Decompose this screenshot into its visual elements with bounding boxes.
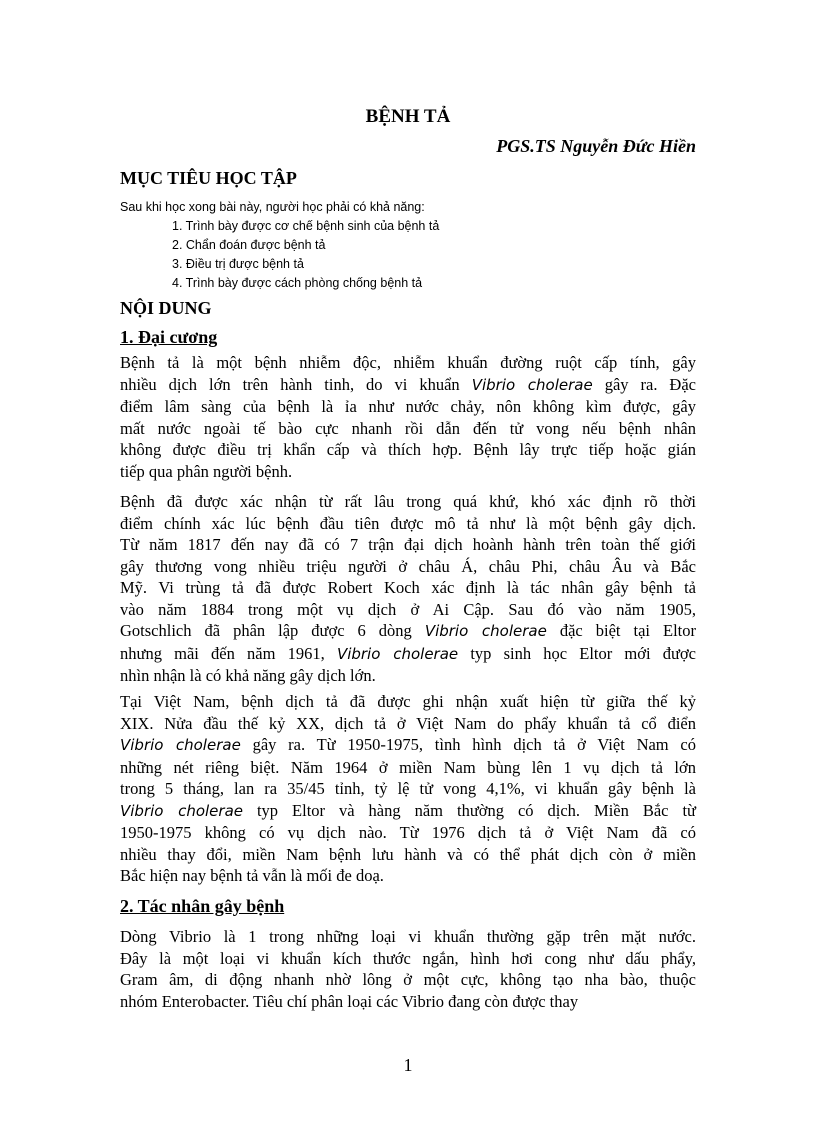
paragraph-line: Bệnh tả là một bệnh nhiễm độc, nhiễm khuẩn đường ruột cấp tính, gây — [120, 353, 696, 372]
objective-item: 4. Trình bày được cách phòng chống bệnh tả — [172, 276, 423, 290]
objective-item: 1. Trình bày được cơ chế bệnh sinh của bệnh tả — [172, 219, 440, 233]
paragraph-line: Gram âm, di động nhanh nhờ lông ở một cực, không tạo nha bào, thuộc — [120, 970, 696, 989]
paragraph-line: 1950-1975 không có vụ dịch nào. Từ 1976 dịch tả ở Việt Nam đã có — [120, 823, 696, 842]
paragraph-line: Tại Việt Nam, bệnh dịch tả đã được ghi nhận xuất hiện từ giữa thế kỷ — [120, 692, 696, 711]
paragraph-line: Từ năm 1817 đến nay đã có 7 trận đại dịch hoành hành trên toàn thế giới — [120, 535, 696, 554]
document-title: BỆNH TẢ — [365, 106, 451, 127]
objectives-intro: Sau khi học xong bài này, người học phải có khả năng: — [120, 200, 425, 214]
paragraph-line: nhóm Enterobacter. Tiêu chí phân loại các Vibrio đang còn được thay — [120, 991, 579, 1011]
objective-item: 2. Chẩn đoán được bệnh tả — [172, 238, 326, 252]
paragraph-line: Đây là một loại vi khuẩn kích thước ngắn, hình hơi cong như dấu phẩy, — [120, 948, 696, 968]
paragraph-line: Bệnh đã được xác nhận từ rất lâu trong quá khứ, khó xác định rõ thời — [120, 492, 696, 511]
paragraph-line: nhưng mãi đến năm 1961, Vibrio cholerae typ sinh học Eltor mới được — [120, 643, 696, 663]
paragraph-line: trong 5 tháng, lan ra 35/45 tỉnh, tỷ lệ tử vong 4,1%, vi khuẩn gây bệnh là — [120, 779, 696, 798]
section-1-paragraph-2 — [120, 491, 696, 687]
paragraph-line: nhiều thay đổi, miền Nam bệnh lưu hành và có thể phát dịch còn ở miền — [120, 844, 696, 864]
paragraph-line: XIX. Nửa đầu thế kỷ XX, dịch tả ở Việt Nam do phẩy khuẩn tả cổ điển — [120, 713, 696, 733]
section-1-heading: 1. Đại cương — [120, 327, 218, 347]
paragraph-line: Gotschlich đã phân lập được 6 dòng Vibrio cholerae đặc biệt tại Eltor — [120, 621, 696, 640]
species-name: Vibrio cholerae — [424, 622, 547, 640]
paragraph-line: điểm chính xác lúc bệnh đầu tiên được mô tả như là một bệnh gây dịch. — [120, 513, 696, 533]
objective-item: 3. Điều trị được bệnh tả — [172, 257, 304, 271]
author-name: PGS.TS Nguyễn Đức Hiền — [496, 136, 696, 156]
paragraph-line: những nét riêng biệt. Năm 1964 ở miền Nam bùng lên 1 vụ dịch tả lớn — [120, 757, 696, 777]
section-2-heading: 2. Tác nhân gây bệnh — [120, 896, 285, 916]
paragraph-line: nhiều dịch lớn trên hành tinh, do vi khuẩn Vibrio cholerae gây ra. Đặc — [120, 374, 696, 394]
objectives-heading: MỤC TIÊU HỌC TẬP — [120, 168, 297, 188]
section-2-paragraph-1 — [120, 926, 696, 1012]
page-number: 1 — [403, 1055, 413, 1075]
section-1-paragraph-3 — [120, 691, 696, 887]
paragraph-line: Bắc hiện nay bệnh tả vẫn là mối đe doạ. — [120, 866, 384, 885]
paragraph-line: mất nước ngoài tế bào cực nhanh rồi dẫn đến tử vong nếu bệnh nhân — [120, 418, 696, 438]
paragraph-line: không được điều trị khẩn cấp và thích hợp. Bệnh lây trực tiếp hoặc gián — [120, 440, 696, 459]
species-name: Vibrio cholerae — [120, 736, 241, 754]
species-name: Vibrio cholerae — [336, 644, 459, 663]
section-1-paragraph-1 — [120, 352, 696, 482]
paragraph-line: Dòng Vibrio là 1 trong những loại vi khuẩn thường gặp trên mặt nước. — [120, 927, 696, 946]
paragraph-line: điểm lâm sàng của bệnh là ỉa như nước chảy, nôn không kìm được, gây — [120, 397, 696, 416]
paragraph-line: Vibrio cholerae gây ra. Từ 1950-1975, tình hình dịch tả ở Việt Nam có — [120, 735, 696, 754]
species-name: Vibrio cholerae — [120, 801, 243, 820]
content-heading: NỘI DUNG — [120, 298, 212, 318]
species-name: Vibrio cholerae — [471, 375, 593, 394]
objectives-list — [172, 217, 439, 293]
paragraph-line: Mỹ. Vi trùng tả đã được Robert Koch xác định là tác nhân gây bệnh tả — [120, 578, 696, 597]
paragraph-line: nhìn nhận là có khả năng gây dịch lớn. — [120, 666, 376, 685]
paragraph-line: tiếp qua phân người bệnh. — [120, 461, 293, 481]
paragraph-line: gây thương vong nhiều triệu người ở châu Á, châu Phi, châu Âu và Bắc — [120, 556, 696, 576]
paragraph-line: Vibrio cholerae typ Eltor và hàng năm thường có dịch. Miền Bắc từ — [120, 800, 696, 820]
paragraph-line: vào năm 1884 trong một vụ dịch ở Ai Cập. Sau đó vào năm 1905, — [120, 599, 696, 619]
